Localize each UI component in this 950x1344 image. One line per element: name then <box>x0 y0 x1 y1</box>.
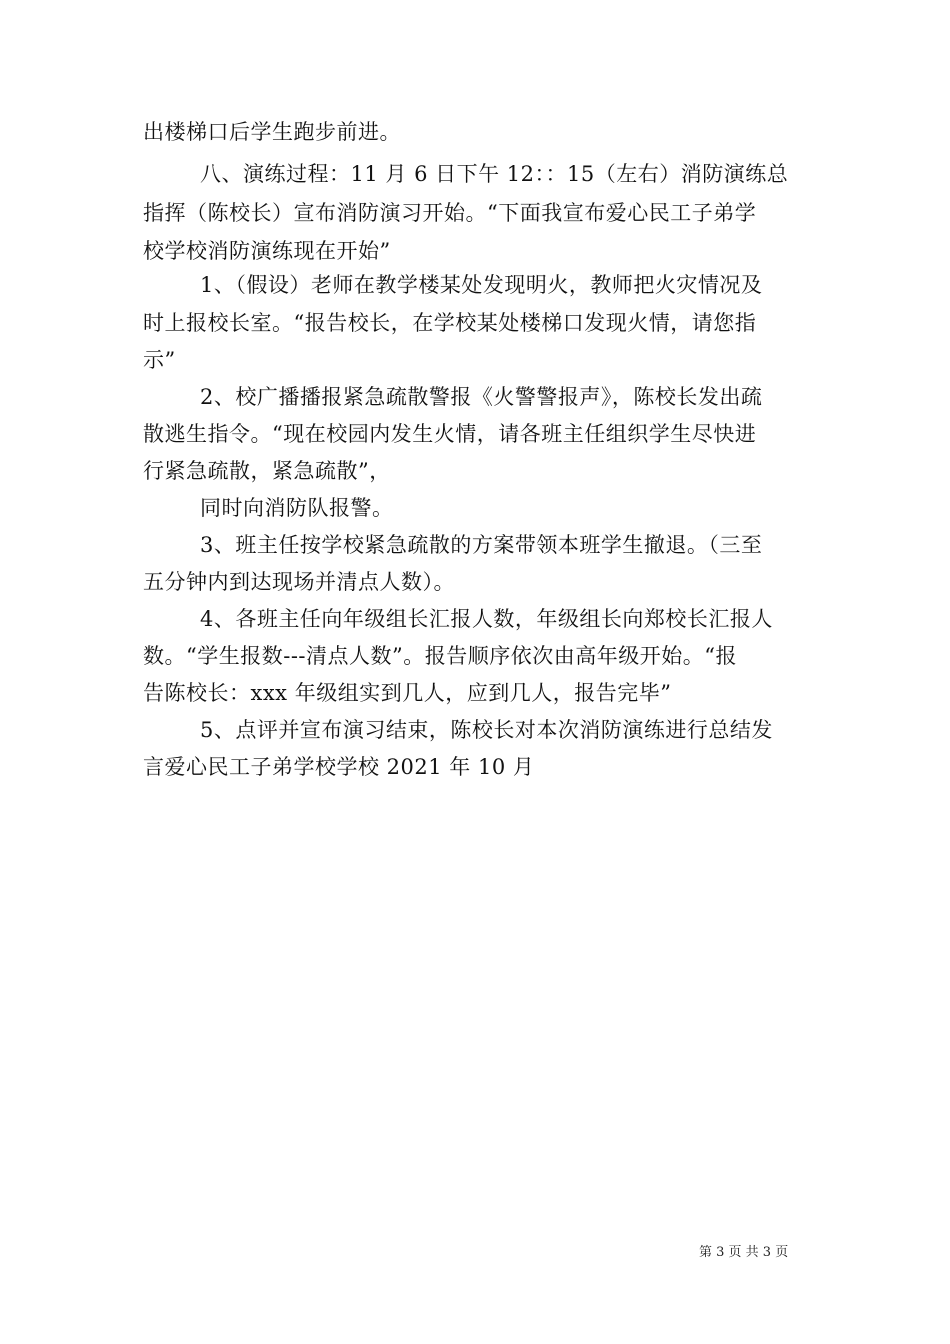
text-line: 3、班主任按学校紧急疏散的方案带领本班学生撤退。（三至 <box>200 533 763 557</box>
text-line: 散逃生指令。“现在校园内发生火情，请各班主任组织学生尽快进 <box>143 422 757 446</box>
text-line: 5、点评并宣布演习结束，陈校长对本次消防演练进行总结发 <box>200 718 773 742</box>
text-line: 4、各班主任向年级组长汇报人数，年级组长向郑校长汇报人 <box>200 607 773 631</box>
text-line: 示” <box>143 348 176 372</box>
text-line: 五分钟内到达现场并清点人数）。 <box>143 570 455 594</box>
text-line: 八、演练过程：11 月 6 日下午 12：：15（左右）消防演练总 <box>200 162 789 186</box>
text-line: 行紧急疏散，紧急疏散”， <box>143 459 391 483</box>
text-line: 1、（假设）老师在教学楼某处发现明火，教师把火灾情况及 <box>200 273 763 297</box>
text-line: 时上报校长室。“报告校长，在学校某处楼梯口发现火情，请您指 <box>143 311 757 335</box>
text-line: 告陈校长：xxx 年级组实到几人，应到几人，报告完毕” <box>143 681 672 705</box>
text-line: 同时向消防队报警。 <box>200 496 394 520</box>
page-number: 第 3 页 共 3 页 <box>699 1245 789 1260</box>
text-line: 言爱心民工子弟学校学校 2021 年 10 月 <box>143 755 535 779</box>
text-line: 指挥（陈校长）宣布消防演习开始。“下面我宣布爱心民工子弟学 <box>143 201 757 225</box>
text-line: 2、校广播播报紧急疏散警报《火警警报声》，陈校长发出疏 <box>200 385 763 409</box>
text-line: 校学校消防演练现在开始” <box>143 239 391 263</box>
text-line: 出楼梯口后学生跑步前进。 <box>143 120 401 144</box>
text-line: 数。“学生报数---清点人数”。报告顺序依次由高年级开始。“报 <box>143 644 737 668</box>
